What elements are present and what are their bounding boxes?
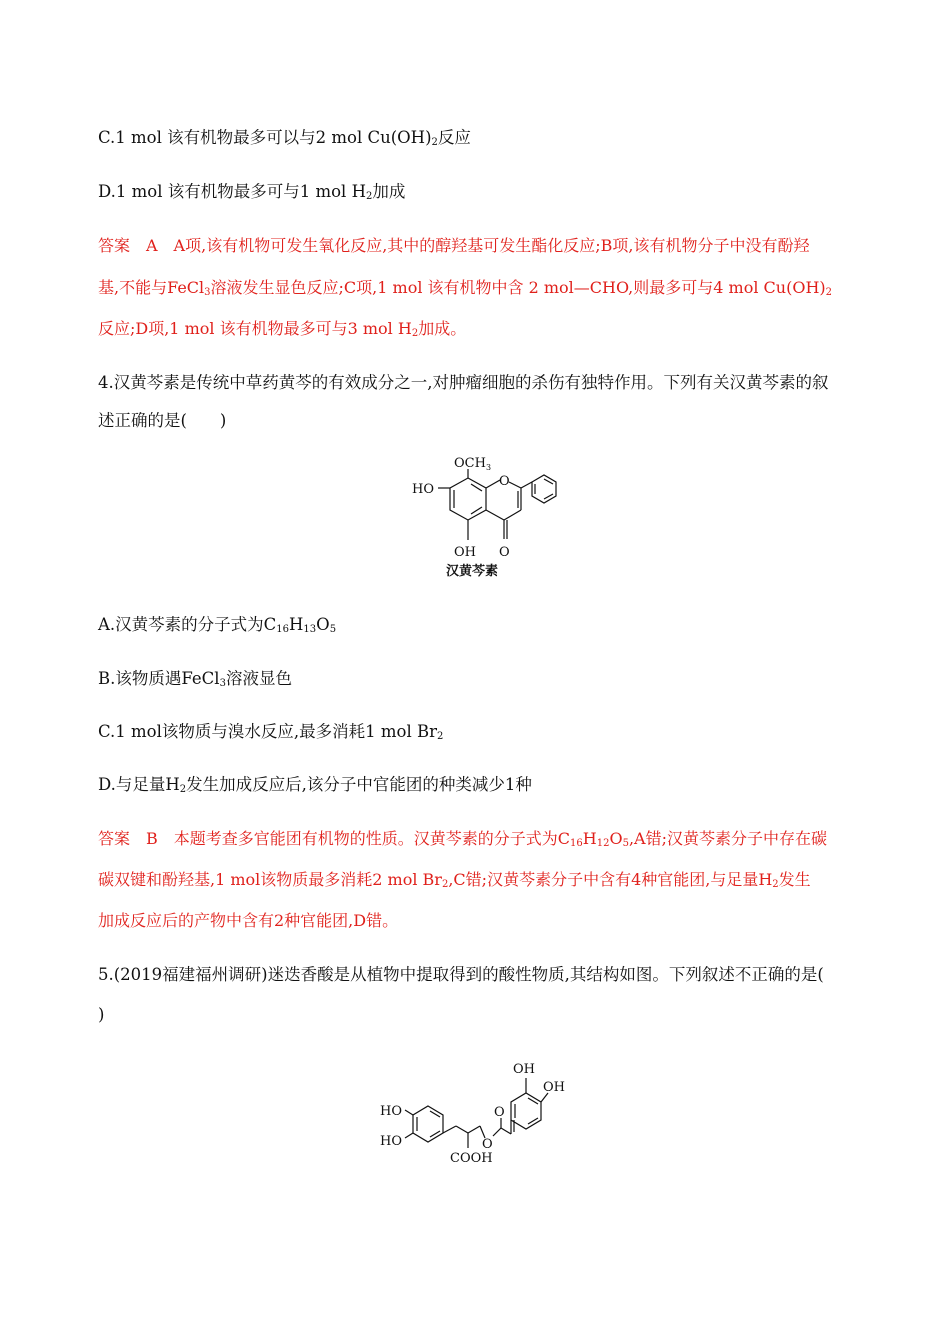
svg-text:O: O [494,1105,505,1120]
svg-text:HO: HO [412,482,434,497]
q4-answer-line-3: 加成反应后的产物中含有2种官能团,D错。 [98,911,399,930]
q4-option-d: D.与足量$H_2$发生加成反应后,该分子中官能团的种类减少1种 [98,775,532,795]
q4-answer-line-2: 碳双键和酚羟基,1 mol该物质最多消耗2 mol $Br_2,C$错;汉黄芩素分子中含有4种官能团,与足量$H_2$发生 [98,870,811,890]
svg-text:HO: HO [380,1104,402,1119]
q3-answer-line-2: 基,不能与FeCl$_3$溶液发生显色反应;C项,1 mol 该有机物中含 2 mol—CHO,则最多可与4 mol $Cu(OH)_2$ [98,278,833,298]
q3-option-c: C.1 mol 该有机物最多可以与2 mol $Cu(OH)_2$反应 [98,128,471,148]
svg-text:OH: OH [543,1080,565,1095]
q4-answer-line-1: 答案 B 本题考查多官能团有机物的性质。汉黄芩素的分子式为$C_{16}H_{12}O_5,A$错;汉黄芩素分子中存在碳 [98,829,827,849]
q5-stem-line-2: ) [98,1005,105,1024]
q3-answer-line-1: 答案 A A项,该有机物可发生氧化反应,其中的醇羟基可发生酯化反应;B项,该有机物分子中没有酚羟 [98,236,810,255]
q3-answer-line-3: 反应;D项,1 mol 该有机物最多可与3 mol $H_2$加成。 [98,319,467,339]
svg-text:O: O [499,474,510,489]
q3-option-d: D.1 mol 该有机物最多可与1 mol $H_2$加成 [98,182,406,202]
svg-text:O: O [482,1137,493,1152]
q4-stem-line-1: 4.汉黄芩素是传统中草药黄芩的有效成分之一,对肿瘤细胞的杀伤有独特作用。下列有关汉黄芩素的叙 [98,373,829,392]
svg-text:OCH3: $OCH_3$ [454,456,492,472]
svg-text:OH: OH [454,545,476,560]
svg-text:HO: HO [380,1134,402,1149]
svg-text:COOH: COOH [450,1151,493,1166]
q4-option-c: C.1 mol该物质与溴水反应,最多消耗1 mol $Br_2$ [98,722,444,742]
svg-text:O: O [499,545,510,560]
q4-stem-line-2: 述正确的是( ) [98,411,227,430]
wogonin-structure [400,455,560,580]
q4-option-b: B.该物质遇FeCl$_3$溶液显色 [98,669,292,689]
svg-text:OH: OH [513,1062,535,1077]
q4-option-a: A.汉黄芩素的分子式为$C_{16}H_{13}O_5$ [98,615,337,635]
q5-stem-line-1: 5.(2019福建福州调研)迷迭香酸是从植物中提取得到的酸性物质,其结构如图。下列叙述不正确的是( [98,965,824,984]
rosmarinic-acid-structure [380,1048,590,1188]
wogonin-caption: 汉黄芩素 [446,564,499,579]
